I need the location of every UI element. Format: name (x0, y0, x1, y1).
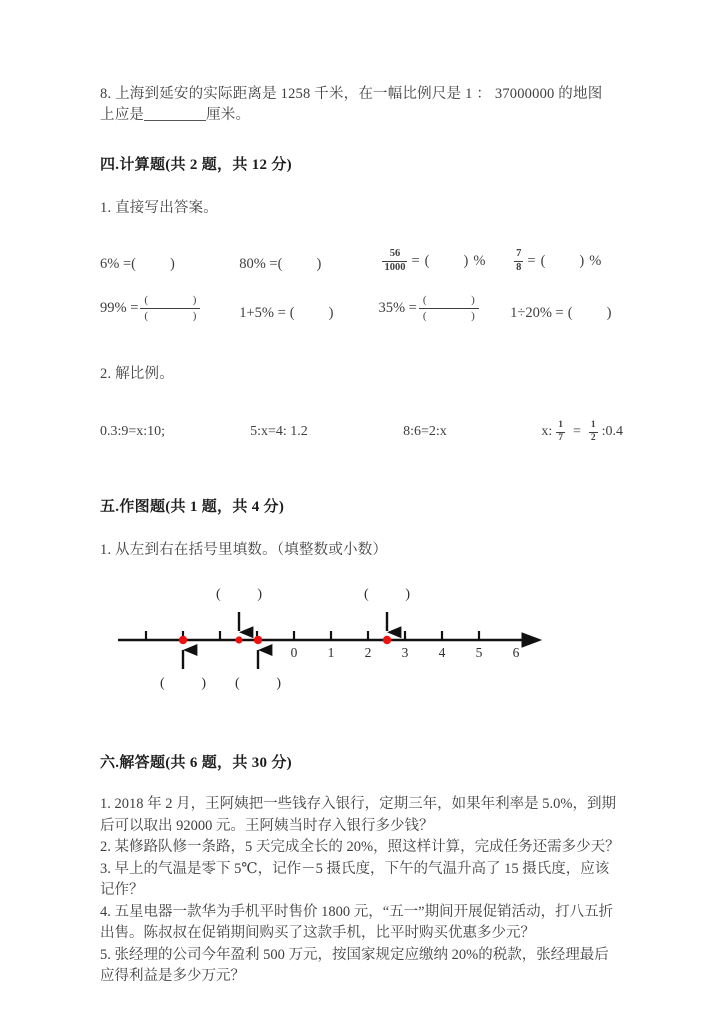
axis-ticks (146, 631, 479, 640)
fraction-denominator: 7 (558, 432, 563, 443)
question-8-line2 (100, 105, 623, 126)
question-8-prefix: 上应是 (100, 107, 145, 123)
fraction-7-8 (514, 249, 523, 273)
fraction-numerator: 1 (590, 420, 596, 430)
answer-paren-bottom-1[interactable] (160, 676, 206, 692)
calc-lhs: 6% = (100, 256, 132, 272)
calc-lhs: 99% = (100, 300, 139, 316)
calc-item-3 (378, 249, 510, 273)
up-arrows (183, 650, 258, 669)
paren-open: ( (216, 587, 221, 602)
answer-blank[interactable] (144, 107, 206, 121)
calc-open-paren: ( (289, 305, 295, 321)
fraction-1-7 (556, 421, 565, 443)
fraction-denominator-slot[interactable] (419, 308, 479, 322)
calc-percent-sign: % (473, 252, 486, 269)
calc-item-1 (100, 256, 239, 273)
calc-close-paren: ) (463, 252, 469, 269)
paren-close: ) (201, 676, 206, 691)
calc-lhs: 35% = (378, 300, 417, 316)
proportion-2: 5:x=4: 1.2 (250, 424, 308, 439)
paren-close: ) (405, 587, 410, 602)
calc-close-paren: ) (328, 305, 334, 321)
calc-open-paren: ( (422, 294, 427, 306)
section-four-sub1: 1. 直接写出答案。 (100, 200, 218, 216)
red-dot-2 (235, 636, 242, 643)
calc-open-paren: ( (567, 305, 573, 321)
section-four-heading: 四.计算题(共 2 题，共 12 分) (100, 157, 292, 173)
calc-open-paren: ( (540, 252, 546, 269)
calc-equals: = (411, 252, 420, 269)
calc-open-paren: ( (424, 252, 430, 269)
proportion-equals: = (572, 424, 581, 439)
calc-close-paren: ) (471, 310, 475, 322)
section-five-heading: 五.作图题(共 1 题，共 4 分) (100, 499, 285, 515)
proportion-3: 8:6=2:x (403, 424, 447, 439)
calc-item-7 (378, 295, 510, 322)
fraction-1-2 (589, 421, 598, 443)
calc-lhs: 1+5% = (239, 305, 286, 321)
fraction-numerator: 56 (389, 248, 401, 259)
answer-paren-top-2[interactable] (364, 587, 410, 603)
calc-item-6 (239, 305, 378, 322)
calc-open-paren: ( (131, 256, 136, 272)
calc-close-paren: ) (192, 310, 197, 322)
calc-close-paren: ) (606, 305, 612, 321)
axis-label-4: 4 (438, 645, 446, 660)
axis-label-1: 1 (327, 645, 335, 660)
question-8-line1: 8. 上海到延安的实际距离是 1258 千米，在一幅比例尺是 1 ： 37000000 的地图 (100, 86, 603, 102)
calc-item-5 (100, 295, 239, 322)
proportion-row (100, 421, 623, 443)
number-line-figure (100, 579, 623, 707)
calc-close-paren: ) (316, 256, 322, 272)
answer-paren-top-1[interactable] (216, 587, 262, 603)
worksheet-content (100, 84, 623, 988)
calc-open-paren: ( (422, 310, 427, 322)
calc-lhs: 80% = (239, 256, 278, 272)
answer-question-4: 4. 五星电器一款华为手机平时售价 1800 元，“五一”期间开展促销活动，打八五折出售。陈叔叔在促销期间购买了这款手机，比平时购买优惠多少元？ (100, 903, 614, 941)
calc-item-8 (510, 305, 623, 322)
fraction-numerator: 7 (516, 248, 522, 259)
calc-close-paren: ) (192, 294, 197, 306)
answer-question-1: 1. 2018 年 2 月，王阿姨把一些钱存入银行，定期三年，如果年利率是 5.0%，到期后可以取出 92000 元。王阿姨当时存入银行多少钱？ (100, 796, 616, 834)
calc-open-paren: ( (277, 256, 283, 272)
section-four-sub2: 2. 解比例。 (100, 366, 174, 382)
answer-question-2: 2. 某修路队修一条路，5 天完成全长的 20%，照这样计算，完成任务还需多少天？ (100, 839, 620, 855)
calc-percent-sign: % (589, 252, 602, 269)
answer-paren-bottom-2[interactable] (235, 676, 281, 692)
proportion-4 (541, 421, 623, 443)
fraction-paren-slot[interactable] (140, 295, 200, 322)
proportion-1: 0.3:9=x:10; (100, 424, 166, 439)
calc-close-paren: ) (579, 252, 585, 269)
axis-label-2: 2 (364, 645, 372, 660)
fraction-paren-slot[interactable] (419, 295, 479, 322)
paren-open: ( (235, 676, 240, 691)
proportion-prefix: x: (541, 424, 553, 439)
calc-lhs: 1÷20% = (510, 305, 564, 321)
calc-row-1 (100, 249, 623, 273)
calc-item-4 (510, 249, 623, 273)
calc-close-paren: ) (471, 294, 475, 306)
fraction-56-1000 (382, 249, 407, 273)
fraction-denominator: 2 (590, 432, 596, 443)
question-8-suffix: 厘米。 (206, 107, 251, 123)
fraction-numerator-slot[interactable] (140, 295, 200, 308)
paren-close: ) (276, 676, 281, 691)
fraction-denominator: 8 (516, 261, 522, 273)
axis-label-0: 0 (290, 645, 298, 660)
axis-label-6: 6 (512, 645, 520, 660)
calc-item-2 (239, 256, 378, 273)
answer-question-3: 3. 早上的气温是零下 5℃，记作－5 摄氏度，下午的气温升高了 15 摄氏度，应该记作？ (100, 860, 610, 898)
axis-label-5: 5 (475, 645, 483, 660)
fraction-numerator-slot[interactable] (419, 295, 479, 308)
axis-label-3: 3 (401, 645, 409, 660)
paren-close: ) (257, 587, 262, 602)
proportion-suffix: :0.4 (601, 424, 623, 439)
section-six-heading: 六.解答题(共 6 题，共 30 分) (100, 755, 292, 771)
red-dot-1 (179, 636, 187, 644)
calc-open-paren: ( (144, 294, 149, 306)
calc-close-paren: ) (169, 256, 175, 272)
fraction-denominator-slot[interactable] (140, 308, 200, 322)
answer-question-5: 5. 张经理的公司今年盈利 500 万元，按国家规定应缴纳 20%的税款，张经理最后应得利益是多少万元？ (100, 946, 609, 984)
section-six-question-list (100, 794, 623, 988)
calc-open-paren: ( (144, 310, 149, 322)
paren-open: ( (364, 587, 369, 602)
fraction-numerator: 1 (558, 420, 563, 430)
calc-row-2 (100, 295, 623, 322)
section-five-sub1: 1. 从左到右在括号里填数。（填整数或小数） (100, 542, 388, 558)
fraction-denominator: 1000 (384, 261, 406, 273)
paren-open: ( (160, 676, 165, 691)
red-dot-3 (254, 636, 262, 644)
calc-equals: = (527, 252, 536, 269)
down-arrows (239, 612, 387, 631)
red-dot-4 (383, 636, 391, 644)
